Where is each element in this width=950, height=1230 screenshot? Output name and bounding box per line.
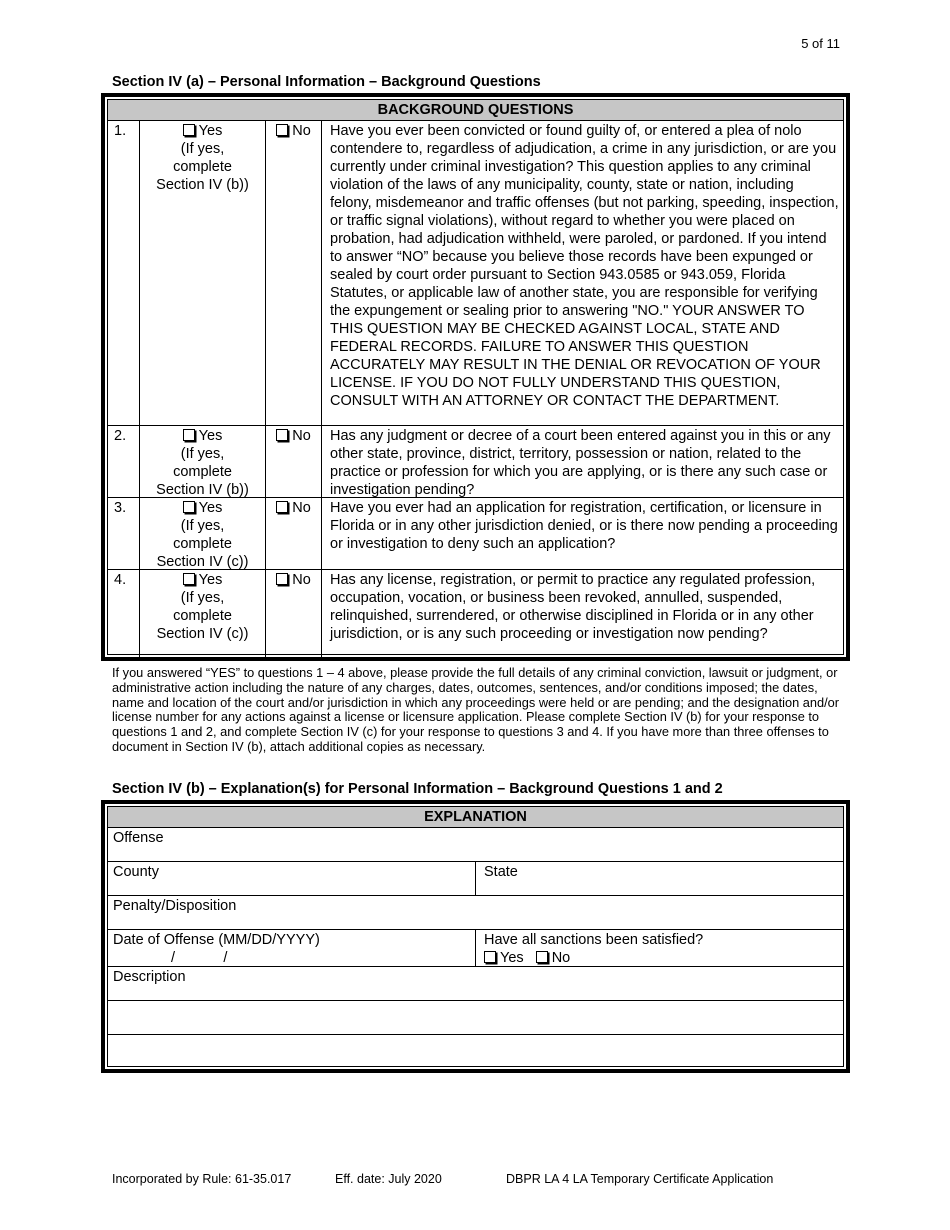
no-option [266, 426, 322, 497]
yes-note: complete [173, 536, 232, 552]
yes-label: Yes [198, 500, 223, 516]
yes-note: Section IV (c)) [156, 554, 249, 570]
yes-option [140, 121, 266, 425]
no-checkbox[interactable] [276, 429, 288, 441]
question-text: Has any judgment or decree of a court been entered against you in this or any other state, province, district, territory, possession or nation, related to the practice or profession for which you are applying, or is there any such case or investigation pending? [330, 428, 831, 498]
county-state-row [108, 862, 843, 896]
yes-checkbox[interactable] [183, 501, 195, 513]
yes-note: (If yes, [180, 446, 225, 462]
no-option [266, 498, 322, 569]
offense-label: Offense [113, 830, 164, 846]
sanctions-yes-checkbox[interactable] [484, 951, 496, 963]
offense-field[interactable] [108, 828, 843, 861]
yes-option [140, 498, 266, 569]
description-row [108, 967, 843, 1001]
no-label: No [292, 500, 311, 516]
question-text: Have you ever been convicted or found guilty of, or entered a plea of nolo contendere to, regardless of adjudication, a crime in any jurisdiction, or are you currently under criminal investigation? This question applies to any criminal violation of the laws of any municipality, county, state or nation, including felony, misdemeanor and traffic offenses (but not parking, speeding, inspection, or traffic signal violations), without regard to whether you were placed on probation, had adjudication withheld, were paroled, or pardoned. If you intend to answer “NO” because you believe those records have been expunged or sealed by court order pursuant to Section 943.0585 or 943.059, Florida Statutes, or applicable law of another state, you are responsible for verifying the expungement or sealing prior to answering "NO." YOUR ANSWER TO THIS QUESTION MAY BE CHECKED AGAINST LOCAL, STATE AND FEDERAL RECORDS. FAILURE TO ANSWER THIS QUESTION ACCURATELY MAY RESULT IN THE DENIAL OR REVOCATION OF YOUR LICENSE. IF YOU DO NOT FULLY UNDERSTAND THIS QUESTION, CONSULT WITH AN ATTORNEY OR CONTACT THE DEPARTMENT. [330, 123, 839, 409]
question-text: Has any license, registration, or permit to practice any regulated profession, occupation, vocation, or business been revoked, annulled, suspended, relinquished, surrendered, or otherwise disciplined in Florida or in any other jurisdiction, or is any such proceeding or investigation now pending? [330, 572, 816, 642]
yes-note: Section IV (c)) [156, 626, 249, 642]
yes-note: Section IV (b)) [156, 177, 249, 193]
instructions-paragraph: If you answered “YES” to questions 1 – 4 above, please provide the full details of any criminal conviction, lawsuit or judgment, or administrative action including the nature of any charges, dates, outcomes, sentences, and/or conditions imposed; the dates, name and location of the court and/or jurisdiction in which any proceedings were held or are pending; and the designation and/or license number for any actions against a license or licensure application. Please complete Section IV (b) for your response to questions 1 and 2, and complete Section IV (c) for your response to questions 3 and 4. If you have more than three offenses to document in Section IV (b), attach additional copies as necessary. [112, 665, 840, 754]
explanation-table [101, 800, 850, 1073]
section-b-title: Section IV (b) – Explanation(s) for Personal Information – Background Questions 1 and 2 [112, 781, 723, 797]
sanctions-field [476, 930, 843, 966]
page-number: 5 of 11 [801, 36, 840, 51]
sanctions-label: Have all sanctions been satisfied? [484, 932, 704, 948]
penalty-field[interactable] [108, 896, 843, 929]
county-label: County [113, 864, 159, 880]
question-number: 1. [108, 121, 140, 425]
no-label: No [292, 572, 311, 588]
question-row-3 [108, 498, 843, 570]
yes-note: complete [173, 608, 232, 624]
yes-label: Yes [198, 428, 223, 444]
yes-note: Section IV (b)) [156, 482, 249, 498]
footer-rule: Incorporated by Rule: 61-35.017 [112, 1172, 292, 1186]
yes-note: (If yes, [180, 141, 225, 157]
question-row-2 [108, 426, 843, 498]
date-of-offense-field[interactable] [108, 930, 476, 966]
penalty-row [108, 896, 843, 930]
yes-note: complete [173, 464, 232, 480]
footer-form-name: DBPR LA 4 LA Temporary Certificate Application [506, 1172, 774, 1186]
description-field[interactable] [108, 967, 843, 1000]
question-text: Have you ever had an application for registration, certification, or licensure in Florida or in any other jurisdiction denied, or is there now pending a proceeding or investigation to deny such an application? [330, 500, 838, 552]
county-field[interactable] [108, 862, 476, 895]
offense-row [108, 828, 843, 862]
no-checkbox[interactable] [276, 573, 288, 585]
description-line-3[interactable] [108, 1035, 843, 1068]
yes-note: complete [173, 159, 232, 175]
description-label: Description [113, 969, 186, 985]
no-label: No [292, 428, 311, 444]
yes-checkbox[interactable] [183, 124, 195, 136]
question-number: 3. [108, 498, 140, 569]
no-option [266, 121, 322, 425]
date-label: Date of Offense (MM/DD/YYYY) [113, 932, 320, 948]
state-field[interactable] [476, 862, 843, 895]
no-checkbox[interactable] [276, 124, 288, 136]
yes-checkbox[interactable] [183, 429, 195, 441]
date-sanctions-row [108, 930, 843, 967]
explanation-header: EXPLANATION [108, 807, 843, 828]
state-label: State [484, 864, 518, 880]
question-number: 4. [108, 570, 140, 658]
yes-option [140, 570, 266, 658]
penalty-label: Penalty/Disposition [113, 898, 237, 914]
question-row-1 [108, 121, 843, 426]
background-questions-table [101, 93, 850, 661]
question-row-4 [108, 570, 843, 658]
no-label: No [292, 123, 311, 139]
no-checkbox[interactable] [276, 501, 288, 513]
section-a-title: Section IV (a) – Personal Information – Background Questions [112, 74, 541, 90]
yes-note: (If yes, [180, 590, 225, 606]
footer-eff-date: Eff. date: July 2020 [335, 1172, 442, 1186]
sanctions-yes-label: Yes [500, 950, 524, 966]
sanctions-no-checkbox[interactable] [536, 951, 548, 963]
yes-label: Yes [198, 572, 223, 588]
table-header: BACKGROUND QUESTIONS [108, 100, 843, 121]
yes-label: Yes [198, 123, 223, 139]
question-number: 2. [108, 426, 140, 497]
date-slashes: / / [171, 950, 228, 966]
yes-note: (If yes, [180, 518, 225, 534]
no-option [266, 570, 322, 658]
yes-option [140, 426, 266, 497]
description-line-2[interactable] [108, 1001, 843, 1035]
yes-checkbox[interactable] [183, 573, 195, 585]
sanctions-no-label: No [551, 950, 571, 966]
